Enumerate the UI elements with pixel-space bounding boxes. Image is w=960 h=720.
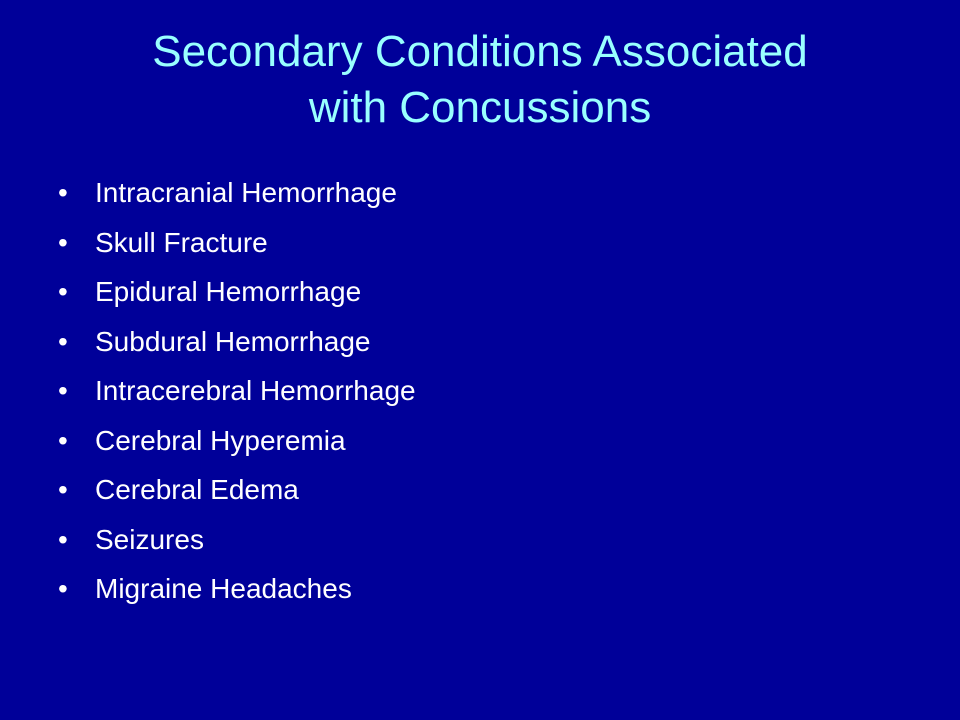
bullet-item <box>58 267 416 317</box>
slide-title-line-2: with Concussions <box>308 83 652 132</box>
bullet-icon: • <box>58 375 68 406</box>
bullet-text: Subdural Hemorrhage <box>95 325 371 357</box>
slide-title-line-1: Secondary Conditions Associated <box>152 27 808 76</box>
bullet-text: Migraine Headaches <box>95 573 352 604</box>
bullet-icon: • <box>58 325 68 357</box>
bullet-text: Seizures <box>95 523 204 555</box>
slide-title <box>40 24 920 136</box>
bullet-item <box>58 317 416 367</box>
bullet-icon: • <box>58 573 68 604</box>
bullet-text: Intracerebral Hemorrhage <box>95 375 416 406</box>
bullet-text: Intracranial Hemorrhage <box>95 177 397 208</box>
bullet-icon: • <box>58 424 68 456</box>
bullet-item <box>58 218 416 268</box>
bullet-list <box>58 168 416 614</box>
bullet-item <box>58 515 416 565</box>
bullet-item <box>58 564 416 614</box>
bullet-text: Epidural Hemorrhage <box>95 276 362 307</box>
bullet-icon: • <box>58 523 68 555</box>
bullet-item <box>58 465 416 515</box>
bullet-icon: • <box>58 226 68 258</box>
bullet-text: Cerebral Hyperemia <box>95 424 346 456</box>
bullet-icon: • <box>58 474 68 505</box>
bullet-icon: • <box>58 276 68 307</box>
bullet-text: Cerebral Edema <box>95 474 299 505</box>
bullet-icon: • <box>58 177 68 208</box>
bullet-text: Skull Fracture <box>95 226 268 258</box>
bullet-item <box>58 366 416 416</box>
bullet-item <box>58 416 416 466</box>
bullet-item <box>58 168 416 218</box>
